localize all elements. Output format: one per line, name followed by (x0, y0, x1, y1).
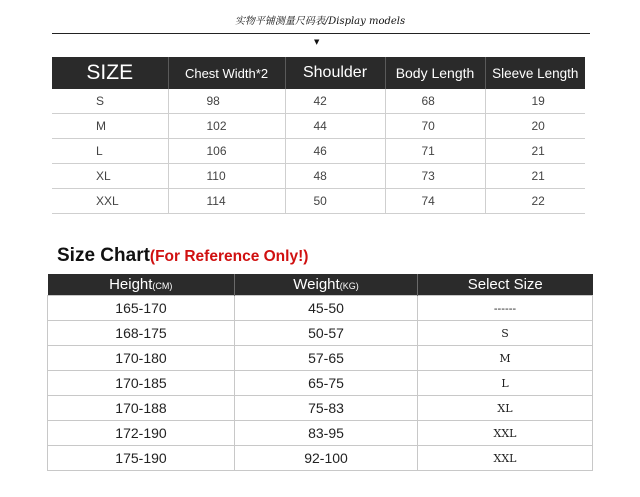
height-cell: 170-180 (48, 346, 235, 371)
size-cell: XL (52, 164, 168, 189)
table-row (48, 371, 593, 396)
weight-cell: 57-65 (235, 346, 418, 371)
size-cell: S (52, 89, 168, 114)
body-length-cell: 73 (385, 164, 485, 189)
table-row (52, 114, 585, 139)
chest-cell: 106 (168, 139, 285, 164)
col-header-body-length: Body Length (385, 57, 485, 89)
height-unit: (CM) (152, 281, 173, 291)
weight-label: Weight (293, 276, 340, 293)
weight-unit: (KG) (339, 281, 359, 291)
weight-cell: 92-100 (235, 446, 418, 471)
height-cell: 172-190 (48, 421, 235, 446)
sleeve-length-cell: 19 (485, 89, 585, 114)
weight-cell: 65-75 (235, 371, 418, 396)
table-row (48, 446, 593, 471)
weight-cell: 50-57 (235, 321, 418, 346)
size-chart-table (47, 274, 593, 471)
select-size-cell: XL (418, 396, 593, 421)
display-models-table (52, 57, 585, 214)
select-size-cell: S (418, 321, 593, 346)
header-divider (52, 33, 590, 34)
shoulder-cell: 44 (285, 114, 385, 139)
shoulder-cell: 46 (285, 139, 385, 164)
body-length-cell: 74 (385, 189, 485, 214)
col-header-size: SIZE (52, 57, 168, 89)
body-length-cell: 70 (385, 114, 485, 139)
sleeve-length-cell: 22 (485, 189, 585, 214)
down-arrow-icon: ▼ (314, 38, 320, 46)
reference-note: (For Reference Only!) (149, 248, 309, 265)
col-header-chest-width: Chest Width*2 (168, 57, 285, 89)
size-cell: XXL (52, 189, 168, 214)
size-chart-title (57, 245, 308, 267)
select-size-cell: M (418, 346, 593, 371)
select-size-cell: ------ (418, 296, 593, 321)
shoulder-cell: 50 (285, 189, 385, 214)
size-chart-heading: Size Chart (57, 245, 150, 266)
display-table-header-row (52, 57, 585, 89)
table-row (52, 189, 585, 214)
height-cell: 170-185 (48, 371, 235, 396)
sleeve-length-cell: 21 (485, 139, 585, 164)
chest-cell: 114 (168, 189, 285, 214)
size-cell: M (52, 114, 168, 139)
body-length-cell: 68 (385, 89, 485, 114)
select-size-cell: XXL (418, 421, 593, 446)
table-row (48, 346, 593, 371)
height-cell: 165-170 (48, 296, 235, 321)
height-cell: 168-175 (48, 321, 235, 346)
sleeve-length-cell: 20 (485, 114, 585, 139)
height-cell: 175-190 (48, 446, 235, 471)
table-row (52, 139, 585, 164)
select-size-cell: L (418, 371, 593, 396)
body-length-cell: 71 (385, 139, 485, 164)
table-row (48, 396, 593, 421)
chest-cell: 98 (168, 89, 285, 114)
weight-cell: 83-95 (235, 421, 418, 446)
table-row (48, 321, 593, 346)
col-header-sleeve-length: Sleeve Length (485, 57, 585, 89)
weight-cell: 45-50 (235, 296, 418, 321)
height-cell: 170-188 (48, 396, 235, 421)
col-header-select-size: Select Size (418, 274, 593, 296)
height-label: Height (109, 276, 153, 293)
table-row (48, 421, 593, 446)
page-title: 实物平铺测量尺码表/Display models (234, 16, 406, 27)
shoulder-cell: 48 (285, 164, 385, 189)
sleeve-length-cell: 21 (485, 164, 585, 189)
chest-cell: 102 (168, 114, 285, 139)
col-header-shoulder: Shoulder (285, 57, 385, 89)
chest-cell: 110 (168, 164, 285, 189)
table-row (52, 164, 585, 189)
shoulder-cell: 42 (285, 89, 385, 114)
col-header-weight (235, 274, 418, 296)
weight-cell: 75-83 (235, 396, 418, 421)
select-size-cell: XXL (418, 446, 593, 471)
table-row (48, 296, 593, 321)
size-cell: L (52, 139, 168, 164)
table-row (52, 89, 585, 114)
size-chart-header-row (48, 274, 593, 296)
col-header-height (48, 274, 235, 296)
